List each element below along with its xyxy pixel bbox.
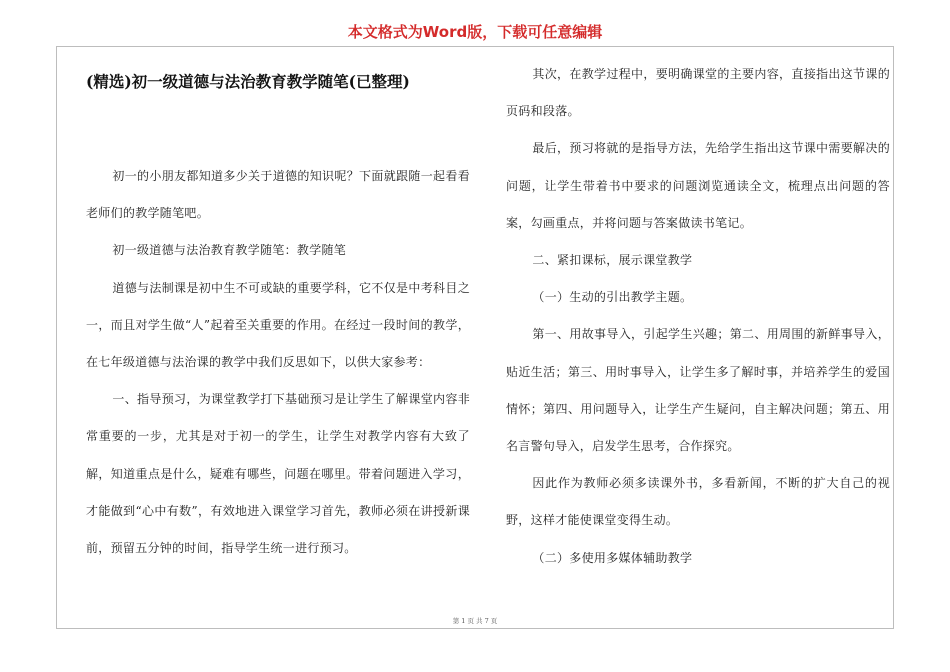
page-number-footer: 第 1 页 共 7 页	[452, 617, 498, 625]
banner-text: 本文格式为Word版，下载可任意编辑	[347, 23, 603, 41]
heading-subsection-one: （一）生动的引出教学主题。	[532, 290, 693, 305]
paragraph-teacher-reading: 因此作为教师必须多读课外书，多看新闻，不断的扩大自己的视野，这样才能使课堂变得生动。	[506, 476, 890, 528]
word-format-banner	[0, 22, 950, 42]
paragraph-intro: 初一的小朋友都知道多少关于道德的知识呢？下面就跟随一起看看老师们的教学随笔吧。	[86, 169, 470, 221]
left-column	[86, 56, 470, 567]
paragraph-finally: 最后，预习将就的是指导方法，先给学生指出这节课中需要解决的问题，让学生带着书中要求的问题浏览通读全文，梳理点出问题的答案，勾画重点，并将问题与答案做读书笔记。	[506, 141, 890, 230]
paragraph-introduction-methods: 第一、用故事导入，引起学生兴趣；第二、用周围的新鲜事导入，贴近生活；第三、用时事导入，让学生多了解时事，并培养学生的爱国情怀；第四、用问题导入，让学生产生疑问，自主解决问题；第五、用名言警句导入，启发学生思考，合作探究。	[506, 327, 890, 454]
paragraph-reflection: 道德与法制课是初中生不可或缺的重要学科，它不仅是中考科目之一，而且对学生做“人”起着至关重要的作用。在经过一段时间的教学，在七年级道德与法治课的教学中我们反思如下，以供大家参考：	[86, 280, 470, 370]
right-column	[506, 56, 890, 577]
title-spacer	[86, 92, 470, 158]
heading-subsection-two: （二）多使用多媒体辅助教学	[532, 550, 693, 565]
heading-section-two: 二、紧扣课标，展示课堂教学	[532, 253, 693, 268]
document-title: (精选)初一级道德与法治教育教学随笔(已整理)	[86, 72, 410, 91]
paragraph-secondly: 其次，在教学过程中，要明确课堂的主要内容，直接指出这节课的页码和段落。	[506, 67, 890, 119]
paragraph-section-one: 一、指导预习，为课堂教学打下基础预习是让学生了解课堂内容非常重要的一步，尤其是对于初一的学生，让学生对教学内容有大致了解，知道重点是什么，疑难有哪些，问题在哪里。带着问题进入学习，才能做到“心中有数”，有效地进入课堂学习首先，教师必须在讲授新课前，预留五分钟的时间，指导学生统一进行预习。	[86, 392, 470, 556]
paragraph-subtitle: 初一级道德与法治教育教学随笔：教学随笔	[112, 243, 347, 258]
